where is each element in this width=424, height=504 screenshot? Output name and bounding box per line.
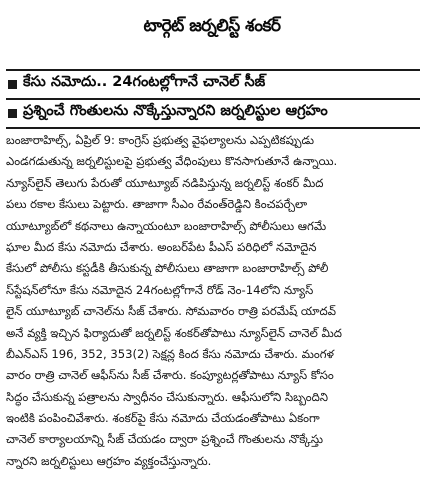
bullet-square-icon	[8, 80, 17, 89]
body-line: న్నారని జర్నలిస్టులు ఆగ్రహం వ్యక్తంచేస్తున్నారు.	[6, 453, 212, 468]
subhead-1	[8, 72, 420, 96]
body-line: పలు రకాల కేసులు పెట్టారు. తాజాగా సీఎం రేవంత్‌రెడ్డిని కించపర్చేలా	[6, 197, 308, 212]
headline-divider	[6, 69, 420, 71]
body-line: కేసులో పోలీసు కస్టడీకి తీసుకున్న పోలీసులు తాజాగా బంజారాహిల్స్ పోలీ	[6, 261, 329, 276]
body-line: ఘాల మీద కేసు నమోదు చేశారు. అంబర్‌పేట పీఎస్ పరిధిలో నమోదైన	[6, 239, 317, 254]
body-line: సిద్ధం చేసుకున్న పత్రాలను స్వాధీనం చేసుకున్నారు. ఆఫీసులోని సిబ్బందిని	[6, 389, 328, 404]
body-line: ఇంటికి పంపించివేశారు. శంకర్‌పై కేసు నమోదు చేయడంతోపాటు ఏకంగా	[6, 411, 320, 426]
body-line: చానెల్ కార్యాలయాన్ని సీజ్ చేయడం ద్వారా ప్రశ్నించే గొంతులను నొక్కేస్తు	[6, 432, 324, 447]
body-line: యూట్యూబ్‌లో కథనాలు ఉన్నాయంటూ బంజారాహిల్స్ పోలీసులు ఆగమే	[6, 218, 327, 233]
body-line: ఎండగడుతున్న జర్నలిస్టులపై ప్రభుత్వ వేధింపులు కొనసాగుతూనే ఉన్నాయి.	[6, 154, 338, 169]
body-line: వారం రాత్రి చానెల్ ఆఫీస్‌ను సీజ్ చేశారు. కంప్యూటర్లతోపాటు న్యూస్ కోసం	[6, 368, 334, 383]
body-divider	[6, 127, 420, 129]
article-body	[6, 130, 420, 472]
body-line: లైన్ యూట్యూబ్ చానెల్‌ను సీజ్ చేశారు. సోమవారం రాత్రి పరమేష్ యాదవ్	[6, 304, 336, 319]
body-line: బంజారాహిల్స్, ఏప్రిల్ 9: కాంగ్రెస్ ప్రభుత్వ వైఫల్యాలను ఎప్పటికప్పుడు	[6, 133, 315, 147]
body-line: అనే వ్యక్తి ఇచ్చిన ఫిర్యాదుతో జర్నలిస్ట్ శంకర్‌తోపాటు న్యూస్‌లైన్ చానెల్ మీద	[6, 325, 342, 340]
subhead-2-text: ప్రశ్నించే గొంతులను నొక్కేస్తున్నారని జర్నలిస్టుల ఆగ్రహం	[23, 103, 328, 119]
subhead-2	[8, 101, 420, 125]
body-line: బీఎన్ఎస్ 196, 352, 353(2) సెక్షన్ల కింద కేసు నమోదు చేశారు. మంగళ	[6, 346, 335, 361]
body-line: న్యూస్‌లైన్ తెలుగు పేరుతో యూట్యూబ్ నడిపిస్తున్న జర్నలిస్ట్ శంకర్ మీద	[6, 175, 324, 190]
body-line: స్‌స్టేషన్‌లోనూ కేసు నమోదైన 24గంటల్లోగానే రోడ్ నెం-14లోని న్యూస్	[6, 282, 314, 297]
subhead-1-text: కేసు నమోదు.. 24గంటల్లోగానే చానెల్ సీజ్	[23, 74, 266, 90]
subhead-divider	[6, 98, 420, 100]
bullet-square-icon	[8, 109, 17, 118]
article-headline: టార్గెట్ జర్నలిస్ట్ శంకర్	[143, 16, 281, 36]
